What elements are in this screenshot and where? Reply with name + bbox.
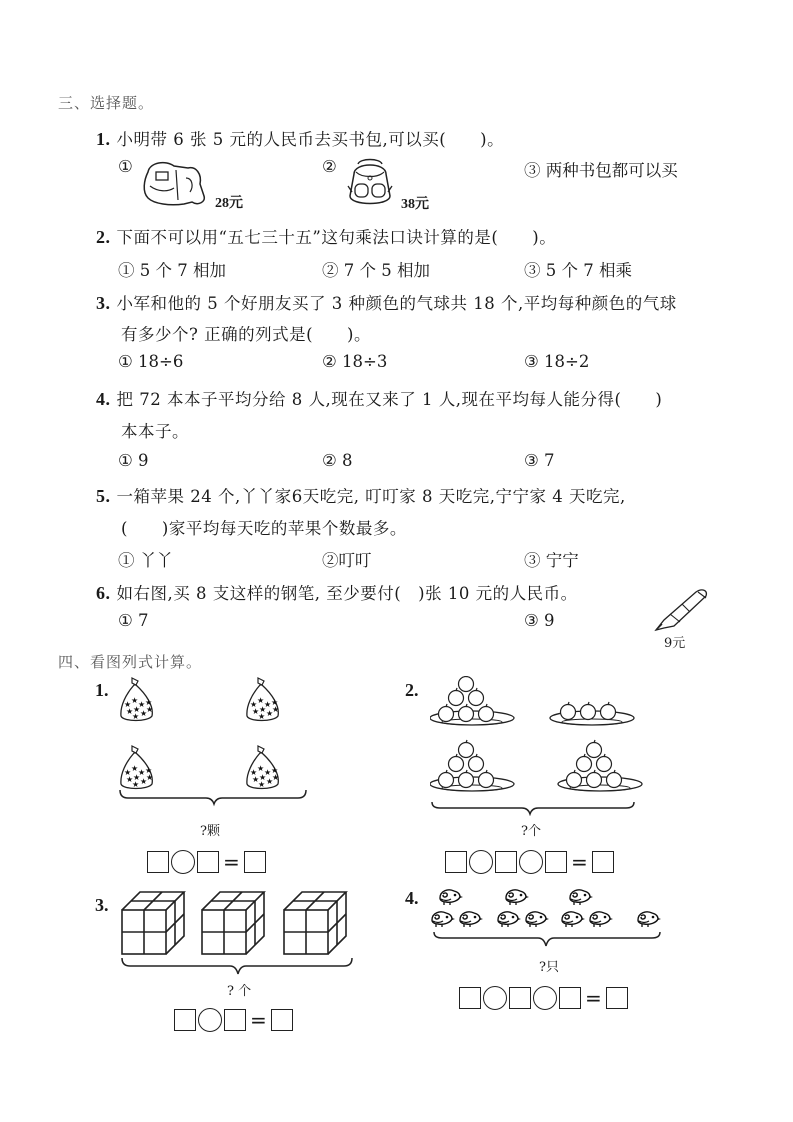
question-text: 小明带 6 张 5 元的人民币去买书包,可以买( )。 — [116, 130, 505, 149]
option-5-1[interactable]: ① 丫丫 — [118, 551, 173, 570]
pen-price: 9元 — [664, 636, 686, 651]
option-6-1[interactable]: ① 7 — [118, 611, 149, 630]
answer-box[interactable] — [592, 851, 614, 873]
star-bags-figure — [118, 676, 308, 808]
option-2-2[interactable]: ② 7 个 5 相加 — [322, 261, 430, 280]
answer-box[interactable] — [147, 851, 169, 873]
answer-box[interactable] — [271, 1009, 293, 1031]
apple-plates-figure — [430, 676, 670, 808]
cubes-figure — [120, 890, 370, 980]
answer-box[interactable] — [495, 851, 517, 873]
answer-box[interactable] — [174, 1009, 196, 1031]
section-3-title: 三、选择题。 — [58, 94, 155, 112]
option-2-3[interactable]: ③ 5 个 7 相乘 — [524, 261, 632, 280]
operator-circle[interactable] — [171, 850, 195, 874]
price-label: 28元 — [215, 196, 243, 211]
answer-box[interactable] — [224, 1009, 246, 1031]
question-1 — [96, 126, 504, 150]
backpack-1-icon — [140, 156, 212, 208]
question-number: 1. — [96, 129, 111, 149]
total-label: ?个 — [521, 824, 541, 839]
question-5: 5. 一箱苹果 24 个,丫丫家6天吃完, 叮叮家 8 天吃完,宁宁家 4 天吃完, — [96, 486, 626, 506]
question-4-line-2: 本本子。 — [121, 422, 189, 441]
equation-3[interactable] — [174, 1008, 293, 1032]
option-3-2[interactable]: ② 18÷3 — [322, 352, 388, 371]
option-2-1[interactable]: ① 5 个 7 相加 — [118, 261, 226, 280]
operator-circle[interactable] — [519, 850, 543, 874]
operator-circle[interactable] — [198, 1008, 222, 1032]
problem-number: 1. — [95, 680, 109, 700]
total-label: ?颗 — [200, 824, 220, 839]
answer-box[interactable] — [545, 851, 567, 873]
option-6-3[interactable]: ③ 9 — [524, 611, 555, 630]
answer-box[interactable] — [244, 851, 266, 873]
answer-box[interactable] — [509, 987, 531, 1009]
section-4-title: 四、看图列式计算。 — [58, 653, 203, 671]
answer-box[interactable] — [197, 851, 219, 873]
equation-2[interactable] — [445, 850, 614, 874]
question-3-line-2: 有多少个? 正确的列式是( )。 — [121, 325, 371, 344]
total-label: ?只 — [539, 960, 559, 975]
option-1-2[interactable]: ② — [322, 157, 337, 176]
answer-box[interactable] — [606, 987, 628, 1009]
option-1-3[interactable]: ③ 两种书包都可以买 — [524, 161, 678, 180]
answer-box[interactable] — [459, 987, 481, 1009]
option-3-3[interactable]: ③ 18÷2 — [524, 352, 590, 371]
operator-circle[interactable] — [469, 850, 493, 874]
option-4-1[interactable]: ① 9 — [118, 451, 149, 470]
problem-number: 4. — [405, 888, 419, 908]
answer-box[interactable] — [559, 987, 581, 1009]
option-4-3[interactable]: ③ 7 — [524, 451, 555, 470]
option-5-2[interactable]: ②叮叮 — [322, 551, 372, 570]
equation-1[interactable] — [147, 850, 266, 874]
problem-number: 3. — [95, 895, 109, 915]
question-6: 6. 如右图,买 8 支这样的钢笔, 至少要付( )张 10 元的人民币。 — [96, 583, 578, 603]
option-4-2[interactable]: ② 8 — [322, 451, 353, 470]
question-4: 4. 把 72 本本子平均分给 8 人,现在又来了 1 人,现在平均每人能分得( ) — [96, 389, 663, 409]
problem-number: 2. — [405, 680, 419, 700]
question-2: 2. 下面不可以用“五七三十五”这句乘法口诀计算的是( )。 — [96, 227, 557, 247]
question-3: 3. 小军和他的 5 个好朋友买了 3 种颜色的气球共 18 个,平均每种颜色的气球 — [96, 293, 677, 313]
option-3-1[interactable]: ① 18÷6 — [118, 352, 184, 371]
equation-4[interactable] — [459, 986, 628, 1010]
pen-icon — [652, 586, 712, 634]
answer-box[interactable] — [445, 851, 467, 873]
backpack-2-icon — [346, 156, 396, 210]
equals-sign: = — [223, 850, 240, 874]
price-label: 38元 — [401, 197, 429, 212]
brace — [430, 800, 670, 816]
operator-circle[interactable] — [533, 986, 557, 1010]
option-1-1[interactable]: ① — [118, 157, 133, 176]
equals-sign: = — [571, 850, 588, 874]
chicks-figure — [430, 886, 670, 952]
operator-circle[interactable] — [483, 986, 507, 1010]
question-5-line-2: ( )家平均每天吃的苹果个数最多。 — [121, 519, 407, 538]
option-5-3[interactable]: ③ 宁宁 — [524, 551, 579, 570]
equals-sign: = — [585, 986, 602, 1010]
total-label: ? 个 — [227, 984, 252, 999]
equals-sign: = — [250, 1008, 267, 1032]
